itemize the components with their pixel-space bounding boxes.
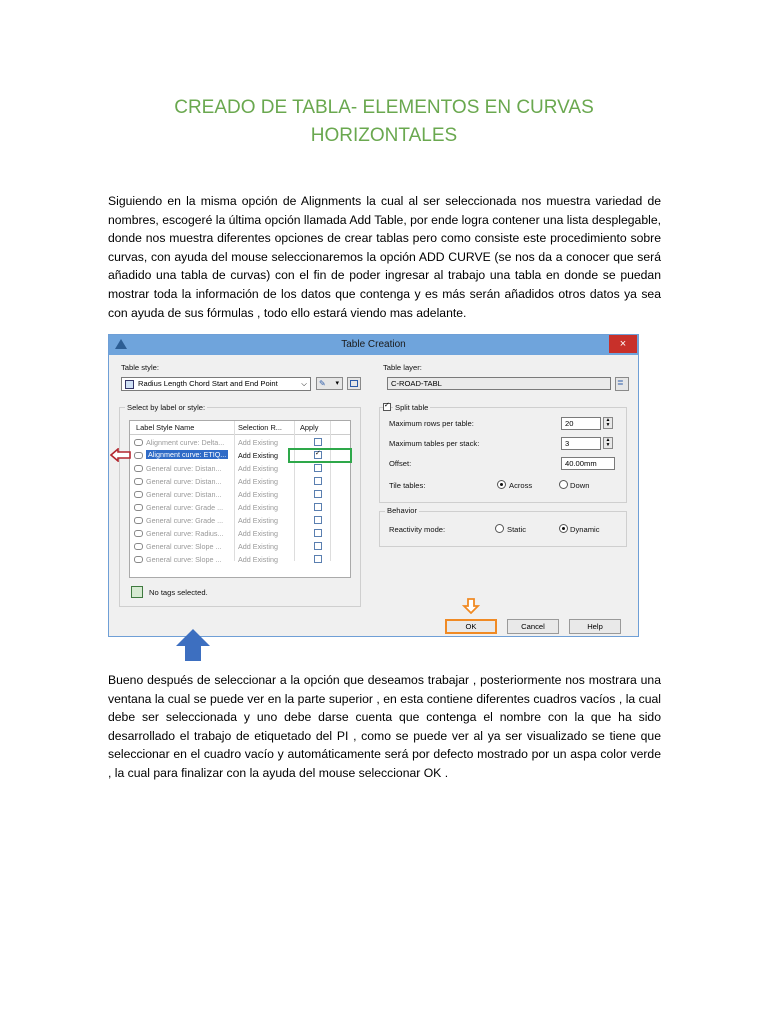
table-row[interactable] — [132, 475, 350, 488]
row-style-name: Alignment curve: Delta... — [146, 438, 225, 447]
table-creation-dialog — [108, 334, 639, 637]
label-tree-icon — [134, 543, 143, 550]
row-selection-rule: Add Existing — [238, 464, 278, 473]
tile-down-radio[interactable] — [559, 480, 568, 489]
layers-icon: ≣ — [617, 378, 624, 387]
label-tree-icon — [134, 504, 143, 511]
reactivity-label: Reactivity mode: — [389, 525, 446, 534]
table-layer-field[interactable]: C-ROAD-TABL — [387, 377, 611, 390]
row-style-name: Alignment curve: ETIQ... — [148, 450, 227, 459]
tile-across-label: Across — [509, 481, 533, 490]
pencil-icon: ✎ — [319, 379, 326, 388]
table-style-value: Radius Length Chord Start and End Point — [138, 379, 278, 388]
table-row[interactable] — [132, 514, 350, 527]
style-edit-button[interactable] — [316, 377, 343, 390]
table-style-select[interactable] — [121, 377, 311, 391]
tile-down-label: Down — [570, 481, 590, 490]
layer-select-button[interactable] — [615, 377, 629, 391]
split-table-checkbox[interactable] — [383, 403, 391, 411]
apply-checkbox[interactable] — [314, 490, 322, 498]
label-tree-icon — [134, 439, 143, 446]
dynamic-label: Dynamic — [570, 525, 600, 534]
behavior-label: Behavior — [387, 506, 417, 515]
label-tree-icon — [134, 465, 143, 472]
blue-arrow-icon — [174, 628, 212, 662]
apply-checkbox[interactable] — [314, 503, 322, 511]
max-rows-input[interactable]: 20 — [561, 417, 601, 430]
row-style-name: General curve: Distan... — [146, 477, 222, 486]
paragraph-intro: Siguiendo en la misma opción de Alignments la cual al ser seleccionada nos muestra variedad de nombres, escogeré la última opción llamada Add Table, por ende logra contener una lista desplegable, donde nos muestra diferentes opciones de crear tablas pero como consiste este procedimiento sobre curvas, con ayuda del mouse seleccionaremos la opción ADD CURVE (se nos da a conocer que será añadido una tabla de curvas) con el fin de poder ingresar al trabajo una tabla en donde se puedan mostrar toda la información de los datos que contenga y es más serán añadidos otros datos ya sea con ayuda de sus fórmulas , todo ello estará viendo mas adelante. — [108, 194, 661, 320]
green-highlight-box — [288, 448, 352, 463]
max-rows-label: Maximum rows per table: — [389, 419, 474, 428]
table-layer-label: Table layer: — [383, 363, 422, 372]
document-title-line1: CREADO DE TABLA- ELEMENTOS EN CURVAS — [174, 97, 594, 118]
table-row[interactable] — [132, 527, 350, 540]
max-tables-label: Maximum tables per stack: — [389, 439, 480, 448]
row-selection-rule: Add Existing — [238, 542, 278, 551]
static-label: Static — [507, 525, 526, 534]
row-selection-rule: Add Existing — [238, 529, 278, 538]
row-style-name: General curve: Slope ... — [146, 555, 222, 564]
status-text: No tags selected. — [149, 588, 208, 597]
close-button[interactable]: × — [609, 335, 637, 353]
document-title-line2: HORIZONTALES — [310, 125, 458, 146]
label-tree-icon — [134, 530, 143, 537]
label-tree-icon — [134, 491, 143, 498]
table-style-label: Table style: — [121, 363, 159, 372]
pick-icon — [350, 380, 358, 387]
label-tree-icon — [134, 478, 143, 485]
apply-checkbox[interactable] — [314, 542, 322, 550]
column-header-name[interactable]: Label Style Name — [136, 423, 195, 432]
label-tree-icon — [134, 556, 143, 563]
table-row[interactable] — [132, 540, 350, 553]
static-radio[interactable] — [495, 524, 504, 533]
row-style-name: General curve: Grade ... — [146, 516, 224, 525]
grid-header — [130, 421, 350, 435]
table-row[interactable] — [132, 553, 350, 566]
tile-across-radio[interactable] — [497, 480, 506, 489]
row-style-name: General curve: Distan... — [146, 464, 222, 473]
apply-checkbox[interactable] — [314, 516, 322, 524]
pick-from-drawing-button[interactable] — [347, 377, 361, 390]
max-rows-spinner[interactable]: ▲ ▼ — [603, 417, 613, 429]
table-row[interactable] — [132, 462, 350, 475]
red-arrow-icon — [110, 448, 132, 462]
paragraph-explanation: Bueno después de seleccionar a la opción que deseamos trabajar , posteriormente nos mostrara una ventana la cual se puede ver en la parte superior , en esta contiene diferentes cuadros vacíos , la cual debe ser seleccionada y uno debe darse cuenta que contenga el nombre con la que ha sido desarrollado el trabajo de etiquetado del PI , como se puede ver al ya ser visualizado se tiene que seleccionar en el cuadro vacío y automáticamente será por defecto mostrado por un aspa color verde , la cual para finalizar con la ayuda del mouse seleccionar OK . — [108, 673, 661, 780]
row-selection-rule: Add Existing — [238, 451, 278, 460]
row-selection-rule: Add Existing — [238, 555, 278, 564]
row-style-name: General curve: Distan... — [146, 490, 222, 499]
cancel-button[interactable]: Cancel — [507, 619, 559, 634]
offset-input[interactable]: 40.00mm — [561, 457, 615, 470]
select-by-label: Select by label or style: — [127, 403, 206, 412]
dialog-title-bar — [109, 335, 638, 355]
row-selection-rule: Add Existing — [238, 438, 278, 447]
offset-label: Offset: — [389, 459, 412, 468]
row-style-name: General curve: Radius... — [146, 529, 224, 538]
ok-button[interactable]: OK — [445, 619, 497, 634]
row-selection-rule: Add Existing — [238, 477, 278, 486]
max-tables-input[interactable]: 3 — [561, 437, 601, 450]
apply-checkbox[interactable] — [314, 555, 322, 563]
split-table-label: Split table — [395, 403, 429, 412]
label-tree-icon — [134, 452, 143, 459]
table-style-icon — [125, 380, 134, 389]
row-selection-rule: Add Existing — [238, 516, 278, 525]
label-tree-icon — [134, 517, 143, 524]
column-header-selection[interactable]: Selection R... — [238, 423, 282, 432]
apply-checkbox[interactable] — [314, 438, 322, 446]
tag-status-icon — [131, 586, 143, 598]
dynamic-radio[interactable] — [559, 524, 568, 533]
column-header-apply[interactable]: Apply — [300, 423, 319, 432]
table-row[interactable] — [132, 488, 350, 501]
label-style-grid — [129, 420, 351, 578]
apply-checkbox[interactable] — [314, 477, 322, 485]
table-row[interactable] — [132, 501, 350, 514]
dropdown-arrow-icon: ▾ — [335, 380, 339, 387]
check-icon: ✓ — [315, 450, 321, 457]
orange-arrow-icon — [462, 598, 480, 614]
row-style-name: General curve: Grade ... — [146, 503, 224, 512]
row-selection-rule: Add Existing — [238, 503, 278, 512]
dialog-title: Table Creation — [341, 339, 406, 350]
tile-tables-label: Tile tables: — [389, 481, 426, 490]
check-icon: ✓ — [384, 402, 390, 409]
apply-checkbox[interactable] — [314, 464, 322, 472]
help-button[interactable]: Help — [569, 619, 621, 634]
row-style-name: General curve: Slope ... — [146, 542, 222, 551]
row-selection-rule: Add Existing — [238, 490, 278, 499]
max-tables-spinner[interactable]: ▲ ▼ — [603, 437, 613, 449]
chevron-down-icon: ⌵ — [301, 379, 307, 388]
apply-checkbox[interactable] — [314, 529, 322, 537]
